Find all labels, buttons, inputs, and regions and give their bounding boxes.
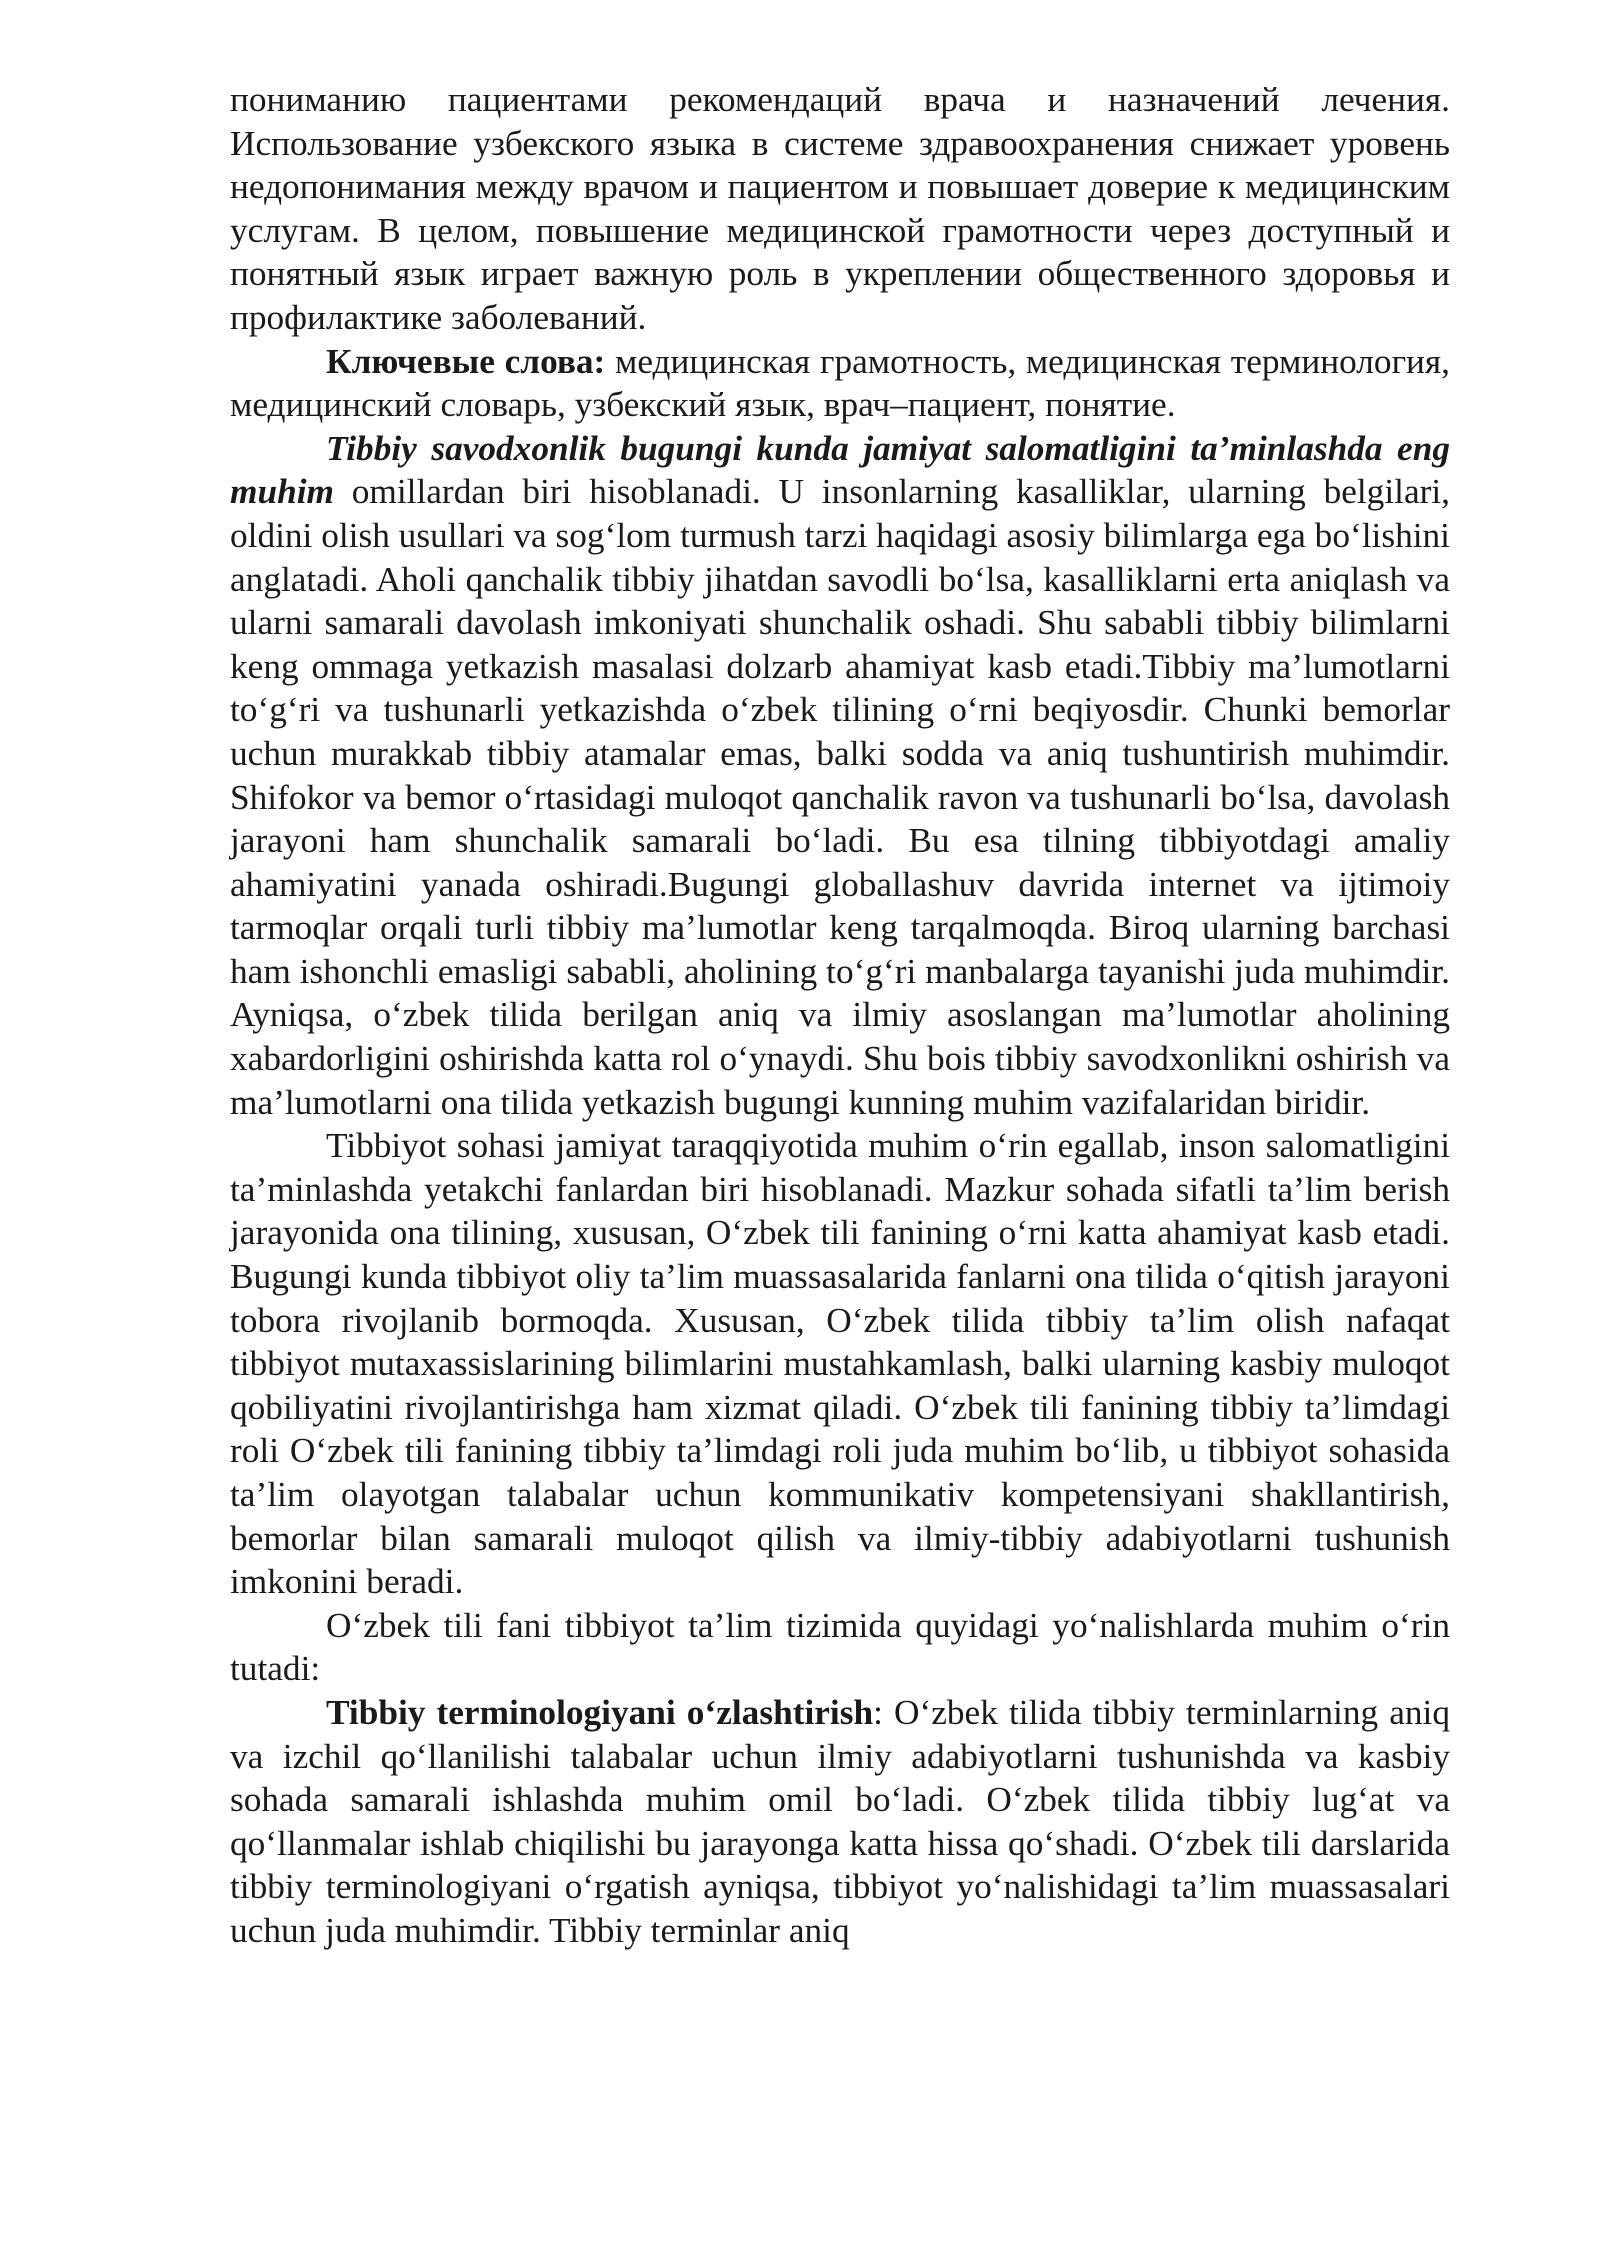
emphasis-text: Tibbiy savodxonlik bugungi kunda jamiyat salomatligini ta’minlashda eng muhim — [230, 428, 1450, 512]
paragraph-medicine-field: Tibbiyot sohasi jamiyat taraqqiyotida muhim o‘rin egallab, inson salomatligini ta’minlashda yetakchi fanlardan biri hisoblanadi. Mazkur sohada sifatli ta’lim berish jarayonida ona tilining, xususan, O‘zbek tili fanining o‘rni katta ahamiyat kasb etadi. Bugungi kunda tibbiyot oliy ta’lim muassasalarida fanlarni ona tilida o‘qitish jarayoni tobora rivojlanib bormoqda. Xususan, O‘zbek tilida tibbiy ta’lim olish nafaqat tibbiyot mutaxassislarining bilimlarini mustahkamlash, balki ularning kasbiy muloqot qobiliyatini rivojlantirishga ham xizmat qiladi. O‘zbek tili fanining tibbiy ta’limdagi roli O‘zbek tili fanining tibbiy ta’limdagi roli juda muhim bo‘lib, u tibbiyot sohasida ta’lim olayotgan talabalar uchun kommunikativ kompetensiyani shakllantirish, bemorlar bilan samarali muloqot qilish va ilmiy-tibbiy adabiyotlarni tushunish imkonini beradi. — [230, 1126, 1450, 1602]
keywords-paragraph — [230, 340, 1450, 427]
paragraph-continuation: пониманию пациентами рекомендаций врача и назначений лечения. Использование узбекского языка в системе здравоохранения снижает уровень недопонимания между врачом и пациентом и повышает доверие к медицинским услугам. В целом, повышение медицинской грамотности через доступный и понятный язык играет важную роль в укреплении общественного здоровья и профилактике заболеваний. — [230, 80, 1450, 337]
paragraph-medical-literacy — [230, 427, 1450, 1125]
body-text: omillardan biri hisoblanadi. U insonlarning kasalliklar, ularning belgilari, oldini olish usullari va sog‘lom turmush tarzi haqidagi asosiy bilimlarga ega bo‘lishini anglatadi. Aholi qanchalik tibbiy jihatdan savodli bo‘lsa, kasalliklarni erta aniqlash va ularni samarali davolash imkoniyati shunchalik oshadi. Shu sababli tibbiy bilimlarni keng ommaga yetkazish masalasi dolzarb ahamiyat kasb etadi.Tibbiy ma’lumotlarni to‘g‘ri va tushunarli yetkazishda o‘zbek tilining o‘rni beqiyosdir. Chunki bemorlar uchun murakkab tibbiy atamalar emas, balki sodda va aniq tushuntirish muhimdir. Shifokor va bemor o‘rtasidagi muloqot qanchalik ravon va tushunarli bo‘lsa, davolash jarayoni ham shunchalik samarali bo‘ladi. Bu esa tilning tibbiyotdagi amaliy ahamiyatini yanada oshiradi.Bugungi globallashuv davrida internet va ijtimoiy tarmoqlar orqali turli tibbiy ma’lumotlar keng tarqalmoqda. Biroq ularning barchasi ham ishonchli emasligi sababli, aholining to‘g‘ri manbalarga tayanishi juda muhimdir. Ayniqsa, o‘zbek tilida berilgan aniq va ilmiy asoslangan ma’lumotlar aholining xabardorligini oshirishda katta rol o‘ynaydi. Shu bois tibbiy savodxonlikni oshirish va ma’lumotlarni ona tilida yetkazish bugungi kunning muhim vazifalaridan biridir. — [230, 472, 1450, 1122]
paragraph-terminology — [230, 1691, 1450, 1953]
keywords-text: медицинская грамотность, медицинская терминология, медицинский словарь, узбекский язык, врач–пациент, понятие. — [230, 341, 1450, 425]
terminology-text: : O‘zbek tilida tibbiy terminlarning aniq va izchil qo‘llanilishi talabalar uchun ilmiy adabiyotlarni tushunishda va kasbiy sohada samarali ishlashda muhim omil bo‘ladi. O‘zbek tilida tibbiy lug‘at va qo‘llanmalar ishlab chiqilishi bu jarayonga katta hissa qo‘shadi. O‘zbek tili darslarida tibbiy terminologiyani o‘rgatish ayniqsa, tibbiyot yo‘nalishidagi ta’lim muassasalari uchun juda muhimdir. Tibbiy terminlar aniq — [230, 1692, 1450, 1950]
terminology-heading: Tibbiy terminologiyani o‘zlashtirish — [326, 1692, 874, 1732]
document-page — [230, 78, 1450, 1953]
keywords-label: Ключевые слова: — [326, 341, 606, 381]
paragraph-directions-intro: O‘zbek tili fani tibbiyot ta’lim tizimida quyidagi yo‘nalishlarda muhim o‘rin tutadi: — [230, 1605, 1450, 1689]
